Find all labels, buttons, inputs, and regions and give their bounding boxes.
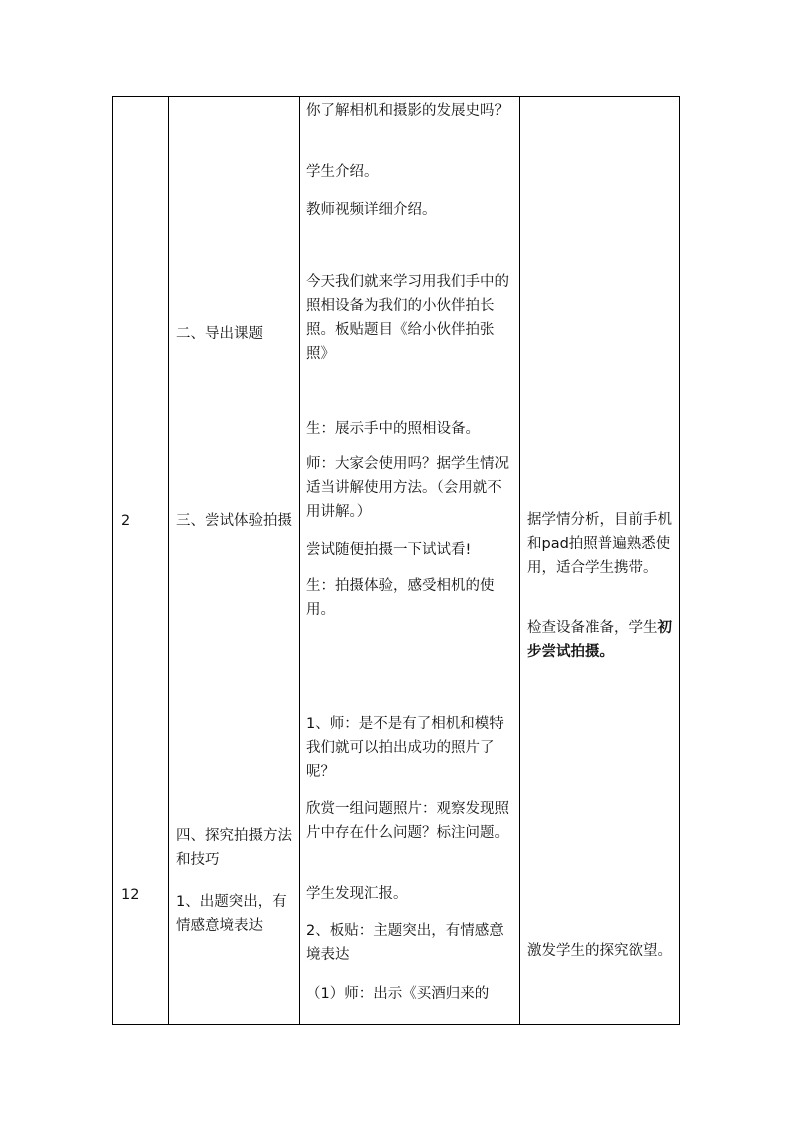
activity-teacher-video: 教师视频详细介绍。 — [306, 202, 437, 218]
activity-student-intro: 学生介绍。 — [306, 164, 379, 180]
time-cell-2 — [121, 509, 166, 533]
column-divider-3 — [519, 97, 520, 1024]
activity-today: 今天我们就来学习用我们手中的照相设备为我们的小伙伴拍长照。板贴题目《给小伙伴拍张照》 — [306, 274, 509, 362]
intent-check-prefix: 检查设备准备，学生 — [527, 620, 658, 636]
step-chang-shi: 三、尝试体验拍摄 — [176, 513, 292, 529]
step-tu-chu: 1、出题突出，有情感意境表达 — [176, 894, 287, 934]
intent-analysis: 据学情分析，目前手机和pad拍照普遍熟悉使用，适合学生携带。 — [527, 512, 672, 576]
activity-q1: 1、师：是不是有了相机和模特我们就可以拍出成功的照片了呢？ — [306, 716, 504, 780]
time-2: 2 — [121, 513, 131, 529]
intent-check-bold: 初步尝试拍摄。 — [527, 620, 672, 660]
activity-try-shoot: 尝试随便拍摄一下试试看! — [306, 542, 472, 558]
step-dao-chu: 二、导出课题 — [176, 326, 263, 342]
intent-stimulate: 激发学生的探究欲望。 — [527, 943, 672, 959]
column-divider-1 — [168, 97, 169, 1024]
activity-board: 2、板贴：主题突出，有情感意境表达 — [306, 923, 504, 963]
activity-report: 学生发现汇报。 — [306, 886, 408, 902]
activity-teacher-ask: 师：大家会使用吗？据学生情况适当讲解使用方法。（会用就不用讲解。） — [306, 456, 509, 520]
activity-show-wine: （1）师：出示《买酒归来的 — [306, 986, 490, 1002]
time-cell-12 — [121, 883, 166, 907]
step-tan-jiu: 四、探究拍摄方法和技巧 — [176, 828, 292, 868]
activity-appreciate: 欣赏一组问题照片：观察发现照片中存在什么问题？标注问题。 — [306, 801, 509, 841]
activity-history: 你了解相机和摄影的发展史吗？ — [306, 103, 509, 119]
lesson-plan-table — [112, 96, 680, 1025]
activity-show-device: 生：展示手中的照相设备。 — [306, 421, 480, 437]
column-divider-2 — [299, 97, 300, 1024]
activity-experience: 生：拍摄体验，感受相机的使用。 — [306, 578, 495, 618]
time-12: 12 — [121, 887, 140, 903]
intent-check — [527, 616, 677, 664]
